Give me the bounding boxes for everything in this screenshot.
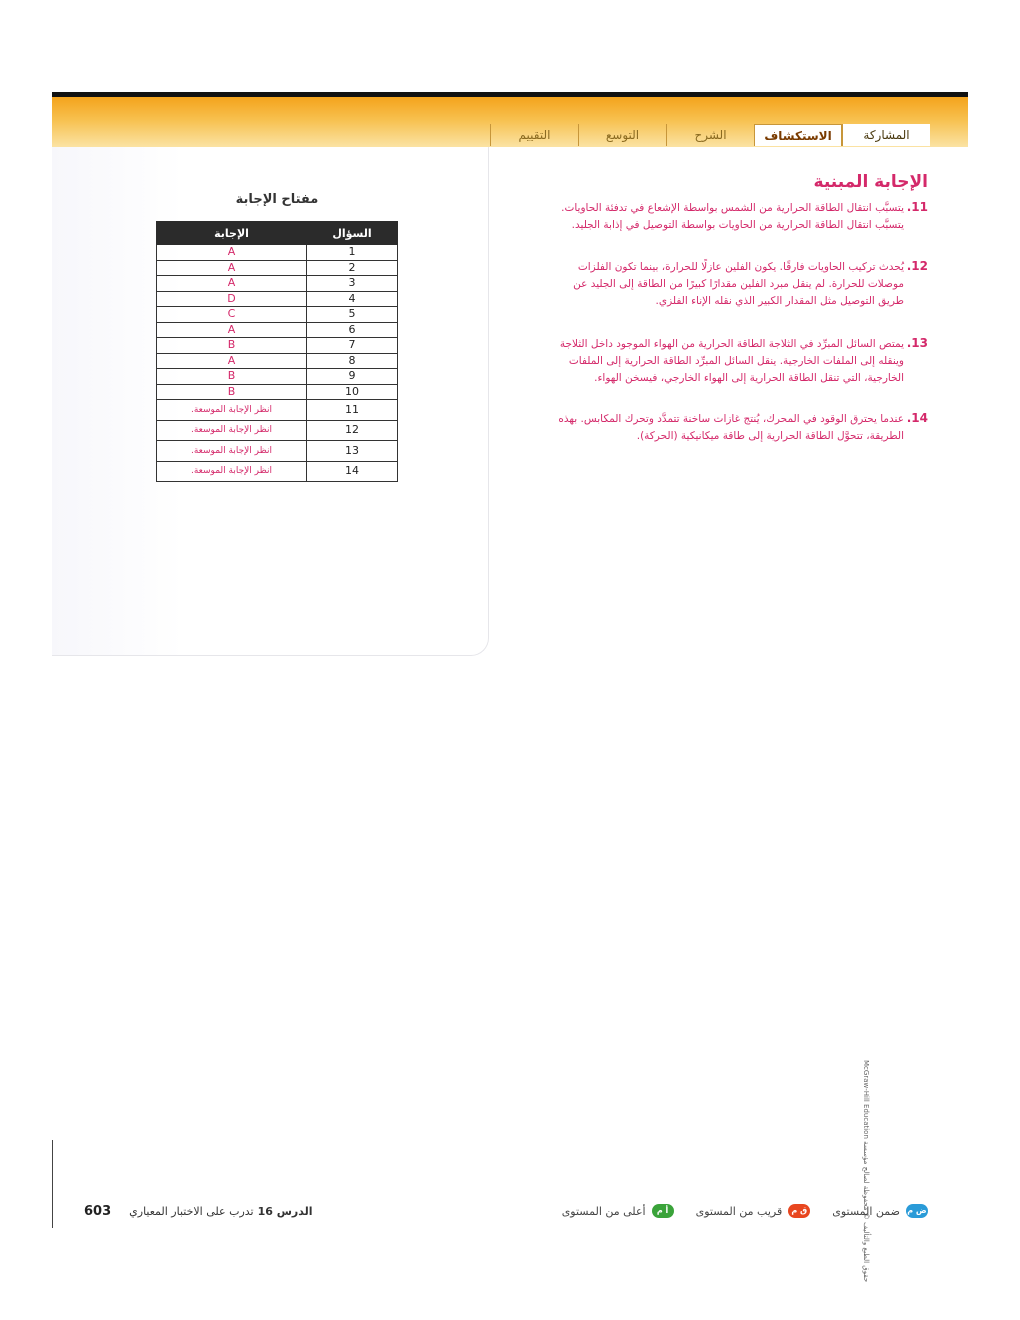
question-cell: 10 [307, 384, 398, 400]
answer-cell: B [157, 369, 307, 385]
answer-cell: A [157, 322, 307, 338]
answer-cell: انظر الإجابة الموسعة. [157, 400, 307, 421]
margin-rule [52, 1140, 53, 1228]
answer-cell: A [157, 353, 307, 369]
page-footer [84, 1200, 313, 1222]
question-cell: 1 [307, 245, 398, 261]
answer-cell: C [157, 307, 307, 323]
item-number: 14. [906, 411, 928, 425]
answer-key-table [156, 221, 398, 482]
table-row [157, 420, 398, 441]
question-cell: 14 [307, 461, 398, 482]
lesson-title: تدرب على الاختبار المعياري [129, 1204, 254, 1218]
table-row [157, 441, 398, 462]
tab-elaborate[interactable]: التوسع [578, 124, 666, 146]
item-text: يمتص السائل المبرِّد في الثلاجة الطاقة الحرارية من الهواء الموجود داخل الثلاجة وينقله إلى الملفات الخارجية. ينقل السائل المبرِّد الطاقة الحرارية إلى الملفات الخارجية، التي تنقل الطاقة الحرارية إلى الهواء الخارجي، فيسخن الهواء. [559, 338, 904, 384]
item-text: يُحدث تركيب الحاويات فارقًا. يكون الفلين عازلًا للحرارة، بينما تكون الفلزات موصلات للحرارة. لم ينقل مبرد الفلين مقدارًا كبيرًا من الطاقة إلى الجليد عن طريق التوصيل مثل المقدار الكبير الذي نقله الإناء الفلزي. [573, 261, 904, 307]
answer-key-title: مفتاح الإجابة [235, 192, 319, 207]
answer-cell: A [157, 260, 307, 276]
question-cell: 11 [307, 400, 398, 421]
table-row [157, 400, 398, 421]
question-cell: 13 [307, 441, 398, 462]
question-cell: 6 [307, 322, 398, 338]
answer-cell: A [157, 245, 307, 261]
table-row [157, 276, 398, 292]
lesson-label: الدرس 16 [257, 1204, 313, 1218]
table-row [157, 353, 398, 369]
answer-cell: انظر الإجابة الموسعة. [157, 441, 307, 462]
response-item-14 [548, 411, 928, 445]
tab-engage[interactable]: المشاركة [842, 124, 930, 146]
section-tabs [478, 124, 930, 146]
table-row [157, 384, 398, 400]
level-badge-beyond: أ م [652, 1204, 674, 1218]
answer-cell: B [157, 338, 307, 354]
question-cell: 4 [307, 291, 398, 307]
table-row [157, 369, 398, 385]
answer-cell: انظر الإجابة الموسعة. [157, 420, 307, 441]
answer-cell: D [157, 291, 307, 307]
col-question-header: السؤال [307, 222, 398, 245]
col-answer-header: الإجابة [157, 222, 307, 245]
response-item-11 [548, 200, 928, 234]
response-item-12 [548, 259, 928, 310]
item-number: 13. [906, 336, 928, 350]
table-row [157, 338, 398, 354]
constructed-response-title: الإجابة المبنية [813, 172, 928, 192]
table-row [157, 245, 398, 261]
tab-explain[interactable]: الشرح [666, 124, 754, 146]
level-label-approaching: قريب من المستوى [695, 1204, 783, 1218]
table-row [157, 322, 398, 338]
answer-cell: B [157, 384, 307, 400]
answer-cell: انظر الإجابة الموسعة. [157, 461, 307, 482]
question-cell: 2 [307, 260, 398, 276]
level-legend [562, 1200, 928, 1222]
item-number: 12. [906, 259, 928, 273]
item-number: 11. [906, 200, 928, 214]
item-text: يتسبَّب انتقال الطاقة الحرارية من الشمس بواسطة الإشعاع في تدفئة الحاويات. يتسبَّب انتقال الطاقة الحرارية من الحاويات بواسطة التوصيل في إذابة الجليد. [561, 202, 904, 231]
table-row [157, 291, 398, 307]
level-label-beyond: أعلى من المستوى [561, 1204, 646, 1218]
question-cell: 12 [307, 420, 398, 441]
page-number: 603 [84, 1203, 112, 1219]
tab-evaluate[interactable]: التقييم [490, 124, 578, 146]
table-row [157, 260, 398, 276]
question-cell: 5 [307, 307, 398, 323]
table-row [157, 307, 398, 323]
answer-cell: A [157, 276, 307, 292]
copyright-credit: McGraw-Hill Education حقوق الطبع والتأليف © محفوظة لصالح مؤسسة [862, 1060, 870, 1283]
level-badge-on: ض م [906, 1204, 928, 1218]
level-label-on: ضمن المستوى [832, 1204, 900, 1218]
level-badge-approaching: ق م [788, 1204, 810, 1218]
response-item-13 [548, 336, 928, 387]
item-text: عندما يحترق الوقود في المحرك، يُنتج غازات ساخنة تتمدَّد وتحرك المكابس. بهذه الطريقة، تتحوَّل الطاقة الحرارية إلى طاقة ميكانيكية (الحركة). [558, 413, 904, 442]
table-row [157, 461, 398, 482]
question-cell: 8 [307, 353, 398, 369]
question-cell: 9 [307, 369, 398, 385]
question-cell: 3 [307, 276, 398, 292]
question-cell: 7 [307, 338, 398, 354]
tab-explore[interactable]: الاستكشاف [754, 124, 842, 146]
